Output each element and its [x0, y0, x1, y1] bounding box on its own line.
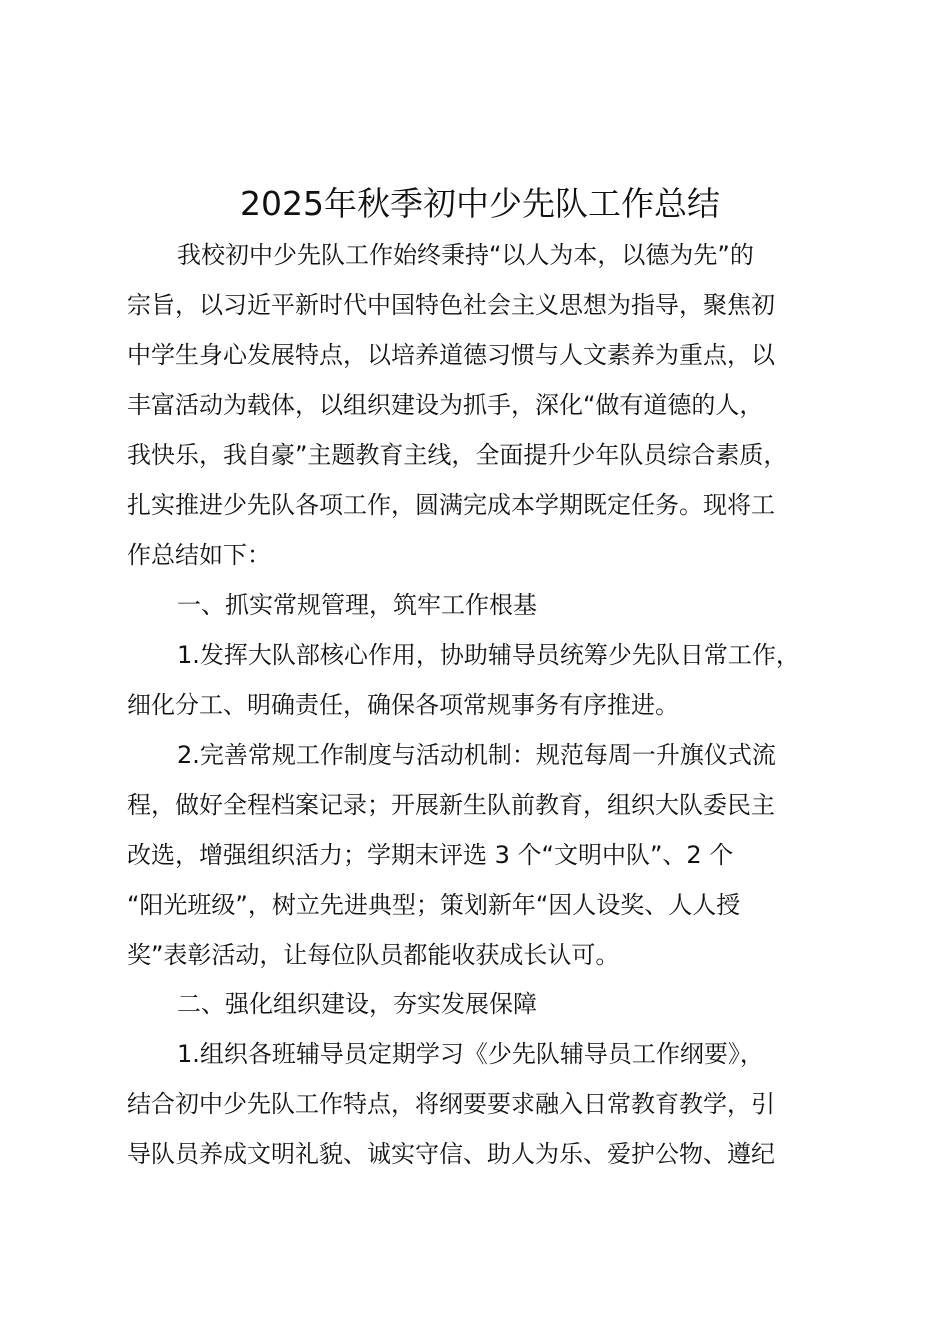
section-heading: 一、抓实常规管理，筑牢工作根基 [177, 591, 537, 619]
paragraph-line: 丰富活动为载体，以组织建设为抓手，深化“做有道德的人， [127, 391, 764, 419]
paragraph-line: 程，做好全程档案记录；开展新生队前教育，组织大队委民主 [127, 791, 775, 819]
paragraph-line: 中学生身心发展特点，以培养道德习惯与人文素养为重点，以 [127, 341, 775, 369]
paragraph-line: 细化分工、明确责任，确保各项常规事务有序推进。 [127, 691, 679, 719]
paragraph-line: 我校初中少先队工作始终秉持“以人为本，以德为先”的 [177, 241, 754, 269]
paragraph-line: 作总结如下： [127, 541, 271, 569]
paragraph-line: 结合初中少先队工作特点，将纲要要求融入日常教育教学，引 [127, 1090, 775, 1118]
paragraph-line: 导队员养成文明礼貌、诚实守信、助人为乐、爱护公物、遵纪 [127, 1140, 775, 1168]
paragraph-line: 1.发挥大队部核心作用，协助辅导员统筹少先队日常工作， [177, 641, 800, 669]
paragraph-line: 1.组织各班辅导员定期学习《少先队辅导员工作纲要》， [177, 1040, 764, 1068]
document-title: 2025年秋季初中少先队工作总结 [240, 184, 720, 223]
paragraph-line: 宗旨，以习近平新时代中国特色社会主义思想为指导，聚焦初 [127, 291, 775, 319]
paragraph-line: 2.完善常规工作制度与活动机制：规范每周一升旗仪式流 [177, 741, 776, 769]
paragraph-line: “阳光班级”，树立先进典型；策划新年“因人设奖、人人授 [127, 891, 741, 919]
paragraph-line: 扎实推进少先队各项工作，圆满完成本学期既定任务。现将工 [127, 491, 775, 519]
paragraph-line: 我快乐，我自豪”主题教育主线，全面提升少年队员综合素质， [127, 441, 788, 469]
paragraph-line: 改选，增强组织活力；学期末评选 3 个“文明中队”、2 个 [127, 841, 734, 869]
paragraph-line: 奖”表彰活动，让每位队员都能收获成长认可。 [127, 941, 620, 969]
section-heading: 二、强化组织建设，夯实发展保障 [177, 990, 537, 1018]
